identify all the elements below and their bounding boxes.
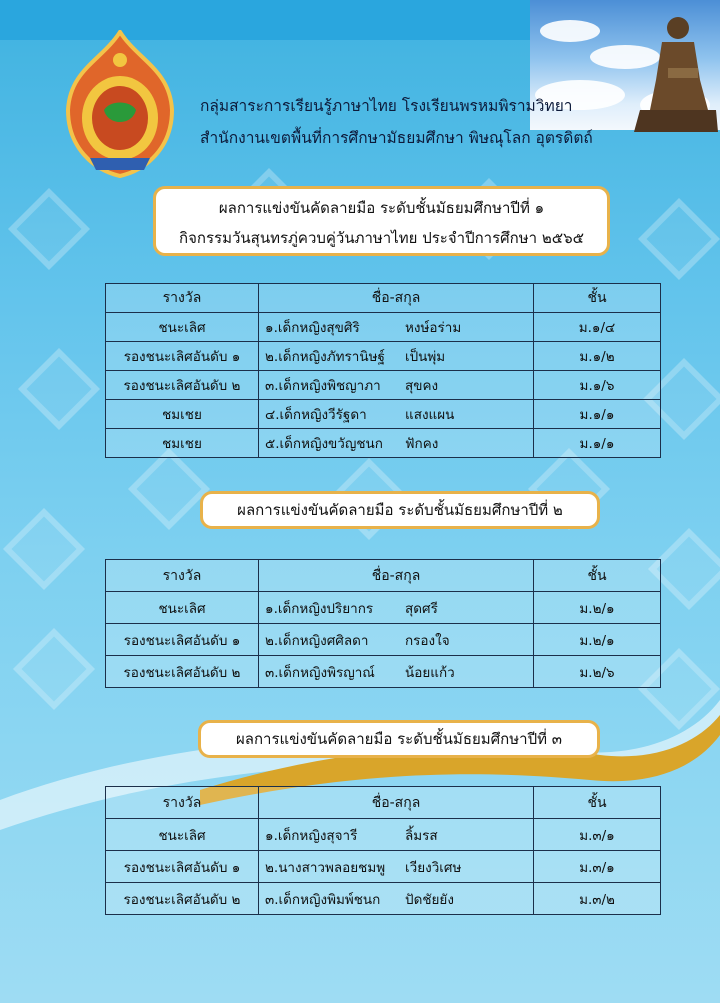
last-name: เป็นพุ่ม: [405, 349, 446, 365]
first-name: ๒.เด็กหญิงศศิลดา: [265, 632, 369, 649]
award-cell: รองชนะเลิศอันดับ ๑: [106, 342, 259, 371]
section-3-title-line-1: ผลการแข่งขันคัดลายมือ ระดับชั้นมัธยมศึกษาปีที่ ๓: [235, 730, 562, 748]
table-header-row: [106, 284, 661, 313]
award-cell: รองชนะเลิศอันดับ ๒: [106, 883, 259, 915]
table-row: [106, 624, 661, 656]
column-award: รางวัล: [106, 560, 259, 592]
table-row: [106, 851, 661, 883]
column-name: ชื่อ-สกุล: [259, 787, 534, 819]
first-name: ๒.นางสาวพลอยชมพู: [265, 859, 386, 876]
name-cell: [259, 819, 534, 851]
first-name: ๕.เด็กหญิงขวัญชนก: [265, 436, 383, 452]
class-cell: ม.๓/๑: [534, 851, 661, 883]
column-class: ชั้น: [534, 560, 661, 592]
table-row: [106, 313, 661, 342]
name-cell: [259, 624, 534, 656]
table-row: [106, 371, 661, 400]
table-row: [106, 592, 661, 624]
last-name: ฟักคง: [405, 436, 439, 452]
name-cell: [259, 400, 534, 429]
award-cell: รองชนะเลิศอันดับ ๒: [106, 656, 259, 688]
name-cell: [259, 592, 534, 624]
school-emblem: [60, 30, 180, 180]
first-name: ๓.เด็กหญิงพิชญาภา: [265, 378, 381, 394]
table-row: [106, 342, 661, 371]
section-3-title: [198, 720, 600, 758]
column-class: ชั้น: [534, 787, 661, 819]
section-1-title-line-1: ผลการแข่งขันคัดลายมือ ระดับชั้นมัธยมศึกษาปีที่ ๑: [218, 199, 545, 217]
table-row: [106, 656, 661, 688]
first-name: ๑.เด็กหญิงปริยากร: [265, 600, 374, 617]
class-cell: ม.๓/๑: [534, 819, 661, 851]
last-name: น้อยแก้ว: [405, 664, 455, 681]
table-row: [106, 429, 661, 458]
section-2-title-line-1: ผลการแข่งขันคัดลายมือ ระดับชั้นมัธยมศึกษาปีที่ ๒: [237, 501, 563, 519]
column-name: ชื่อ-สกุล: [259, 560, 534, 592]
award-cell: ชนะเลิศ: [106, 819, 259, 851]
first-name: ๓.เด็กหญิงพิมพ์ชนก: [265, 891, 381, 908]
award-cell: รองชนะเลิศอันดับ ๒: [106, 371, 259, 400]
section-1-title-line-2: กิจกรรมวันสุนทรภู่ควบคู่วันภาษาไทย ประจำปีการศึกษา ๒๕๖๕: [179, 229, 584, 247]
column-name: ชื่อ-สกุล: [259, 284, 534, 313]
table-row: [106, 400, 661, 429]
first-name: ๔.เด็กหญิงวีรัฐดา: [265, 407, 367, 423]
name-cell: [259, 656, 534, 688]
award-cell: ชมเชย: [106, 400, 259, 429]
class-cell: ม.๑/๑: [534, 400, 661, 429]
class-cell: ม.๑/๑: [534, 429, 661, 458]
name-cell: [259, 371, 534, 400]
class-cell: ม.๑/๒: [534, 342, 661, 371]
table-row: [106, 819, 661, 851]
results-table-1: [105, 283, 661, 458]
award-cell: รองชนะเลิศอันดับ ๑: [106, 624, 259, 656]
name-cell: [259, 883, 534, 915]
class-cell: ม.๒/๑: [534, 624, 661, 656]
last-name: ปัดชัยยัง: [405, 891, 454, 908]
award-cell: ชมเชย: [106, 429, 259, 458]
section-1-title: [153, 186, 610, 256]
results-table-2: [105, 559, 661, 688]
last-name: สุดศรี: [405, 600, 438, 617]
header-line-1: กลุ่มสาระการเรียนรู้ภาษาไทย โรงเรียนพรหมพิรามวิทยา: [200, 97, 573, 115]
award-cell: ชนะเลิศ: [106, 592, 259, 624]
statue-image: [620, 10, 720, 132]
award-cell: รองชนะเลิศอันดับ ๑: [106, 851, 259, 883]
class-cell: ม.๒/๖: [534, 656, 661, 688]
last-name: สุขคง: [405, 378, 439, 394]
table-header-row: [106, 560, 661, 592]
first-name: ๑.เด็กหญิงสุจารี: [265, 827, 358, 844]
name-cell: [259, 851, 534, 883]
first-name: ๒.เด็กหญิงภัทรานิษฐ์: [265, 349, 385, 365]
last-name: หงษ์อร่าม: [405, 320, 462, 336]
column-award: รางวัล: [106, 787, 259, 819]
results-table-3: [105, 786, 661, 915]
last-name: แสงแผน: [405, 407, 455, 423]
class-cell: ม.๑/๖: [534, 371, 661, 400]
award-cell: ชนะเลิศ: [106, 313, 259, 342]
class-cell: ม.๑/๔: [534, 313, 661, 342]
first-name: ๓.เด็กหญิงพิรญาณ์: [265, 664, 375, 681]
first-name: ๑.เด็กหญิงสุขศิริ: [265, 320, 360, 336]
last-name: เวียงวิเศษ: [405, 859, 462, 876]
class-cell: ม.๓/๒: [534, 883, 661, 915]
name-cell: [259, 429, 534, 458]
last-name: ลิ้มรส: [405, 827, 438, 844]
name-cell: [259, 313, 534, 342]
last-name: กรองใจ: [405, 632, 450, 649]
table-header-row: [106, 787, 661, 819]
column-award: รางวัล: [106, 284, 259, 313]
header-line-2: สำนักงานเขตพื้นที่การศึกษามัธยมศึกษา พิษณุโลก อุตรดิตถ์: [200, 129, 593, 147]
table-row: [106, 883, 661, 915]
column-class: ชั้น: [534, 284, 661, 313]
class-cell: ม.๒/๑: [534, 592, 661, 624]
section-2-title: [200, 491, 600, 529]
name-cell: [259, 342, 534, 371]
